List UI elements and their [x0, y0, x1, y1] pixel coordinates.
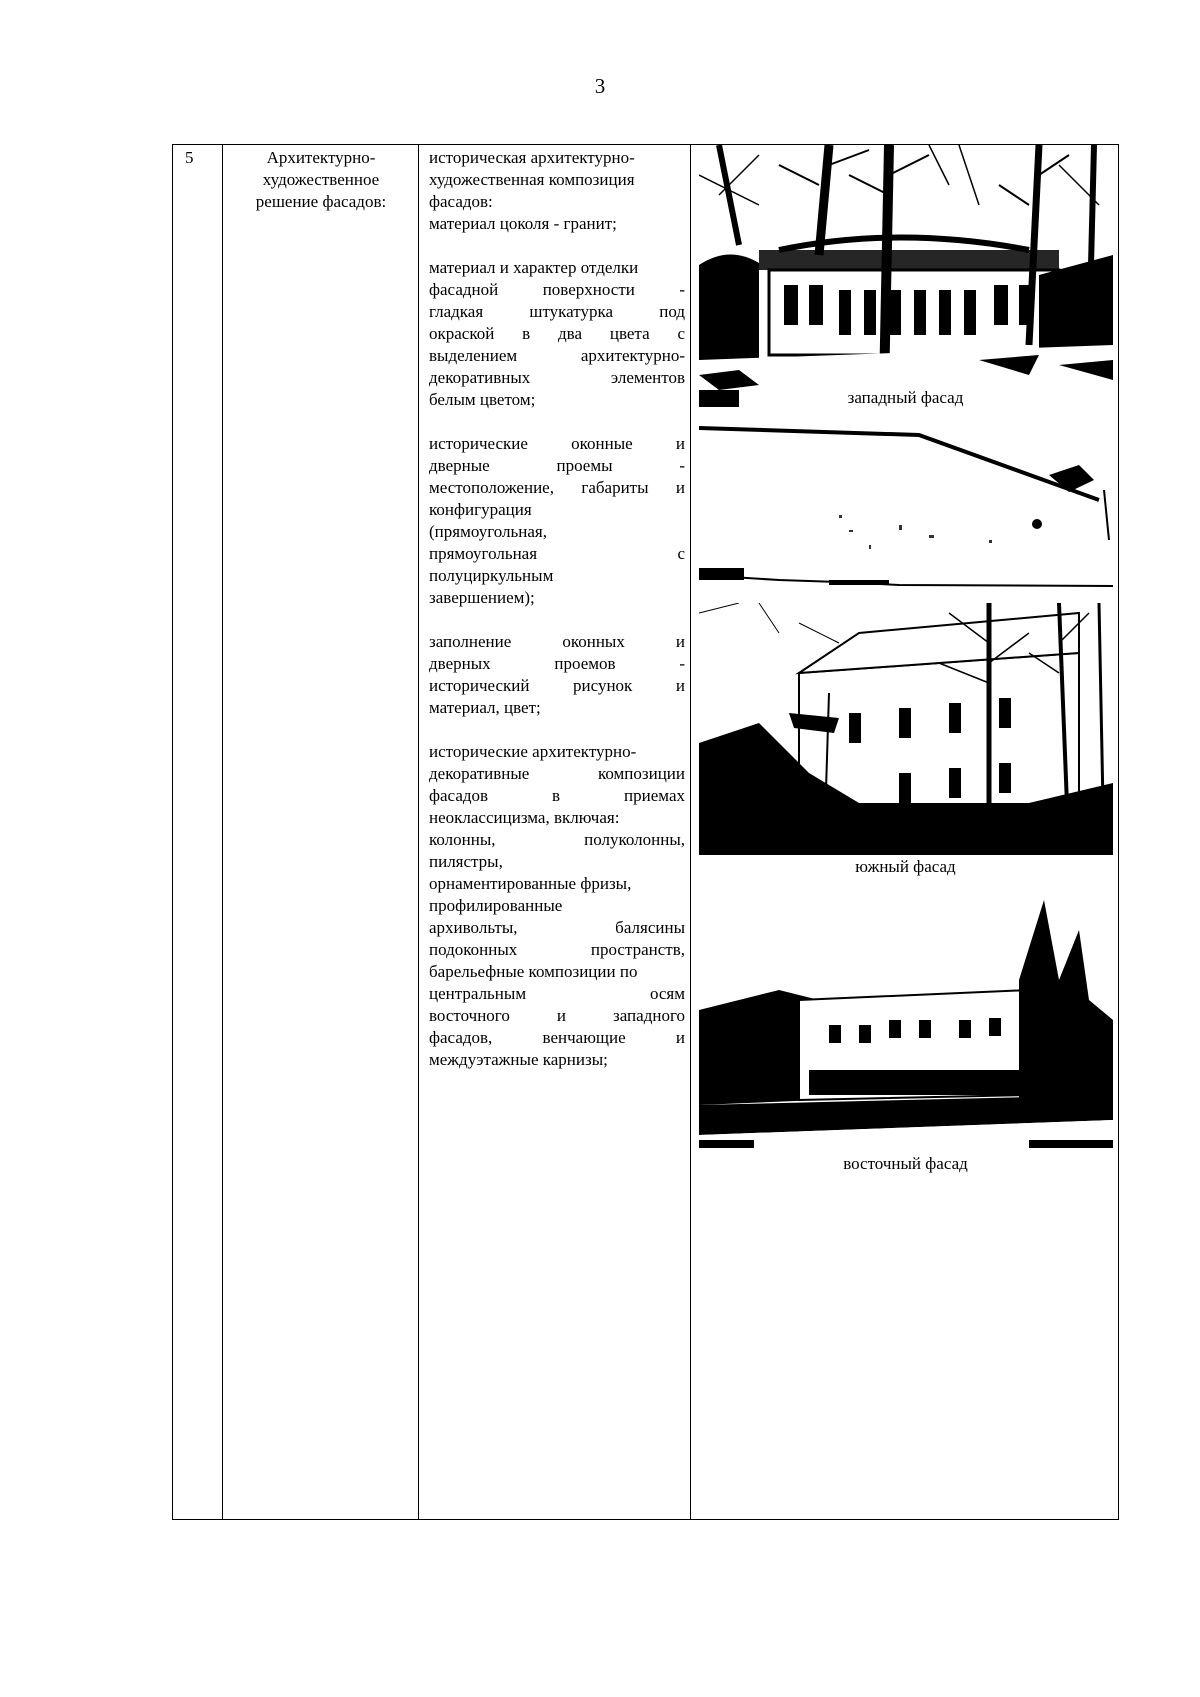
page-number: 3	[594, 74, 606, 98]
text-line: исторические архитектурно-	[429, 742, 637, 761]
caption-east-facade: восточный фасад	[843, 1154, 968, 1173]
text-line: гладкая штукатурка под	[429, 302, 685, 321]
paragraph-openings	[429, 433, 685, 609]
subject-line: решение фасадов:	[255, 192, 387, 211]
text-line: дверные проемы -	[429, 456, 685, 475]
text-line: неоклассицизма, включая:	[429, 808, 620, 827]
east-facade-photo	[699, 900, 1113, 1152]
text-line: исторический рисунок и	[429, 676, 685, 695]
text-line: завершением);	[429, 588, 535, 607]
text-line: подоконных пространств,	[429, 940, 685, 959]
text-line: прямоугольная с	[429, 544, 685, 563]
text-line: конфигурация	[429, 500, 532, 519]
paragraph-composition	[429, 147, 685, 235]
text-line: пилястры,	[429, 852, 503, 871]
text-line: заполнение оконных и	[429, 632, 685, 651]
text-line: (прямоугольная,	[429, 522, 547, 541]
text-line: фасадов:	[429, 192, 493, 211]
text-line: окраской в два цвета с	[429, 324, 685, 343]
text-line: выделением архитектурно-	[429, 346, 685, 365]
text-line: полуциркульным	[429, 566, 554, 585]
paragraph-fill	[429, 631, 685, 719]
text-line: фасадной поверхности -	[429, 280, 685, 299]
west-facade-photo	[699, 145, 1113, 407]
facade-photo-overexposed	[699, 420, 1113, 590]
text-line: фасадов в приемах	[429, 786, 685, 805]
text-line: историческая архитектурно-	[429, 148, 635, 167]
text-line: местоположение, габариты и	[429, 478, 685, 497]
caption-west-facade: западный фасад	[847, 388, 964, 407]
text-line: материал и характер отделки	[429, 258, 639, 277]
text-line: орнаментированные фризы,	[429, 874, 632, 893]
subject-line: Архитектурно-	[266, 148, 376, 167]
south-facade-photo	[699, 603, 1113, 855]
paragraph-decor	[429, 741, 685, 1071]
text-line: восточного и западного	[429, 1006, 685, 1025]
text-line: колонны, полуколонны,	[429, 830, 685, 849]
text-line: декоративных элементов	[429, 368, 685, 387]
text-line: архивольты, балясины	[429, 918, 685, 937]
text-line: профилированные	[429, 896, 563, 915]
text-line: барельефные композиции по	[429, 962, 638, 981]
row-description	[419, 145, 691, 1093]
text-line: центральным осям	[429, 984, 685, 1003]
text-line: художественная композиция	[429, 170, 635, 189]
text-line: материал, цвет;	[429, 698, 541, 717]
caption-south-facade: южный фасад	[855, 857, 956, 876]
paragraph-finish	[429, 257, 685, 411]
text-line: дверных проемов -	[429, 654, 685, 673]
row-number: 5	[185, 148, 194, 167]
text-line: материал цоколя - гранит;	[429, 214, 617, 233]
column-divider	[222, 145, 223, 1519]
text-line: декоративные композиции	[429, 764, 685, 783]
facade-table	[172, 144, 1119, 1520]
text-line: междуэтажные карнизы;	[429, 1050, 608, 1069]
text-line: исторические оконные и	[429, 434, 685, 453]
subject-line: художественное	[262, 170, 380, 189]
text-line: белым цветом;	[429, 390, 536, 409]
row-subject	[223, 145, 419, 213]
text-line: фасадов, венчающие и	[429, 1028, 685, 1047]
